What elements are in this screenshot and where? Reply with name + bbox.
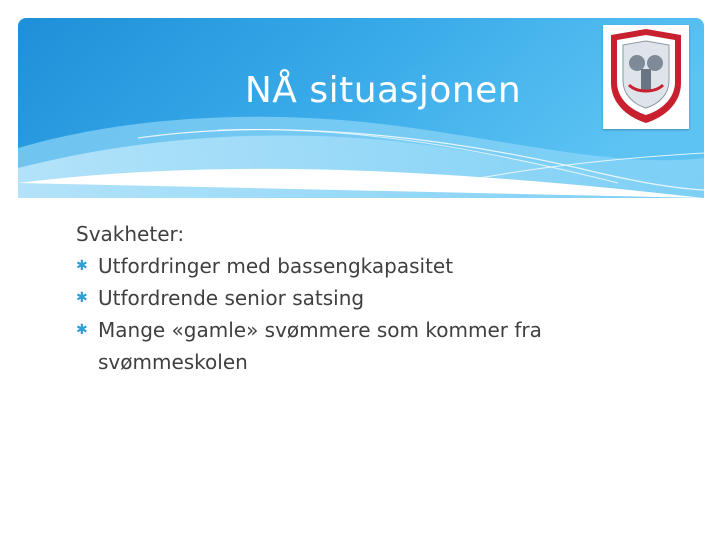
asterisk-bullet-icon: ✱ xyxy=(76,258,88,274)
weaknesses-heading: Svakheter: xyxy=(76,222,185,246)
bullet-text: Utfordrende senior satsing xyxy=(98,286,365,310)
header-band xyxy=(18,18,704,198)
club-crest-icon xyxy=(603,25,689,129)
asterisk-bullet-icon: ✱ xyxy=(76,290,88,306)
list-item xyxy=(76,250,636,282)
slide-title: NÅ situasjonen xyxy=(244,70,522,111)
bullet-list xyxy=(76,250,636,378)
bullet-text: Utfordringer med bassengkapasitet xyxy=(98,254,454,278)
list-item xyxy=(76,282,636,314)
asterisk-bullet-icon: ✱ xyxy=(76,322,88,338)
bullet-text: Mange «gamle» svømmere som kommer fra svømmeskolen xyxy=(98,318,542,374)
content-area xyxy=(76,218,636,378)
list-item xyxy=(76,314,636,378)
